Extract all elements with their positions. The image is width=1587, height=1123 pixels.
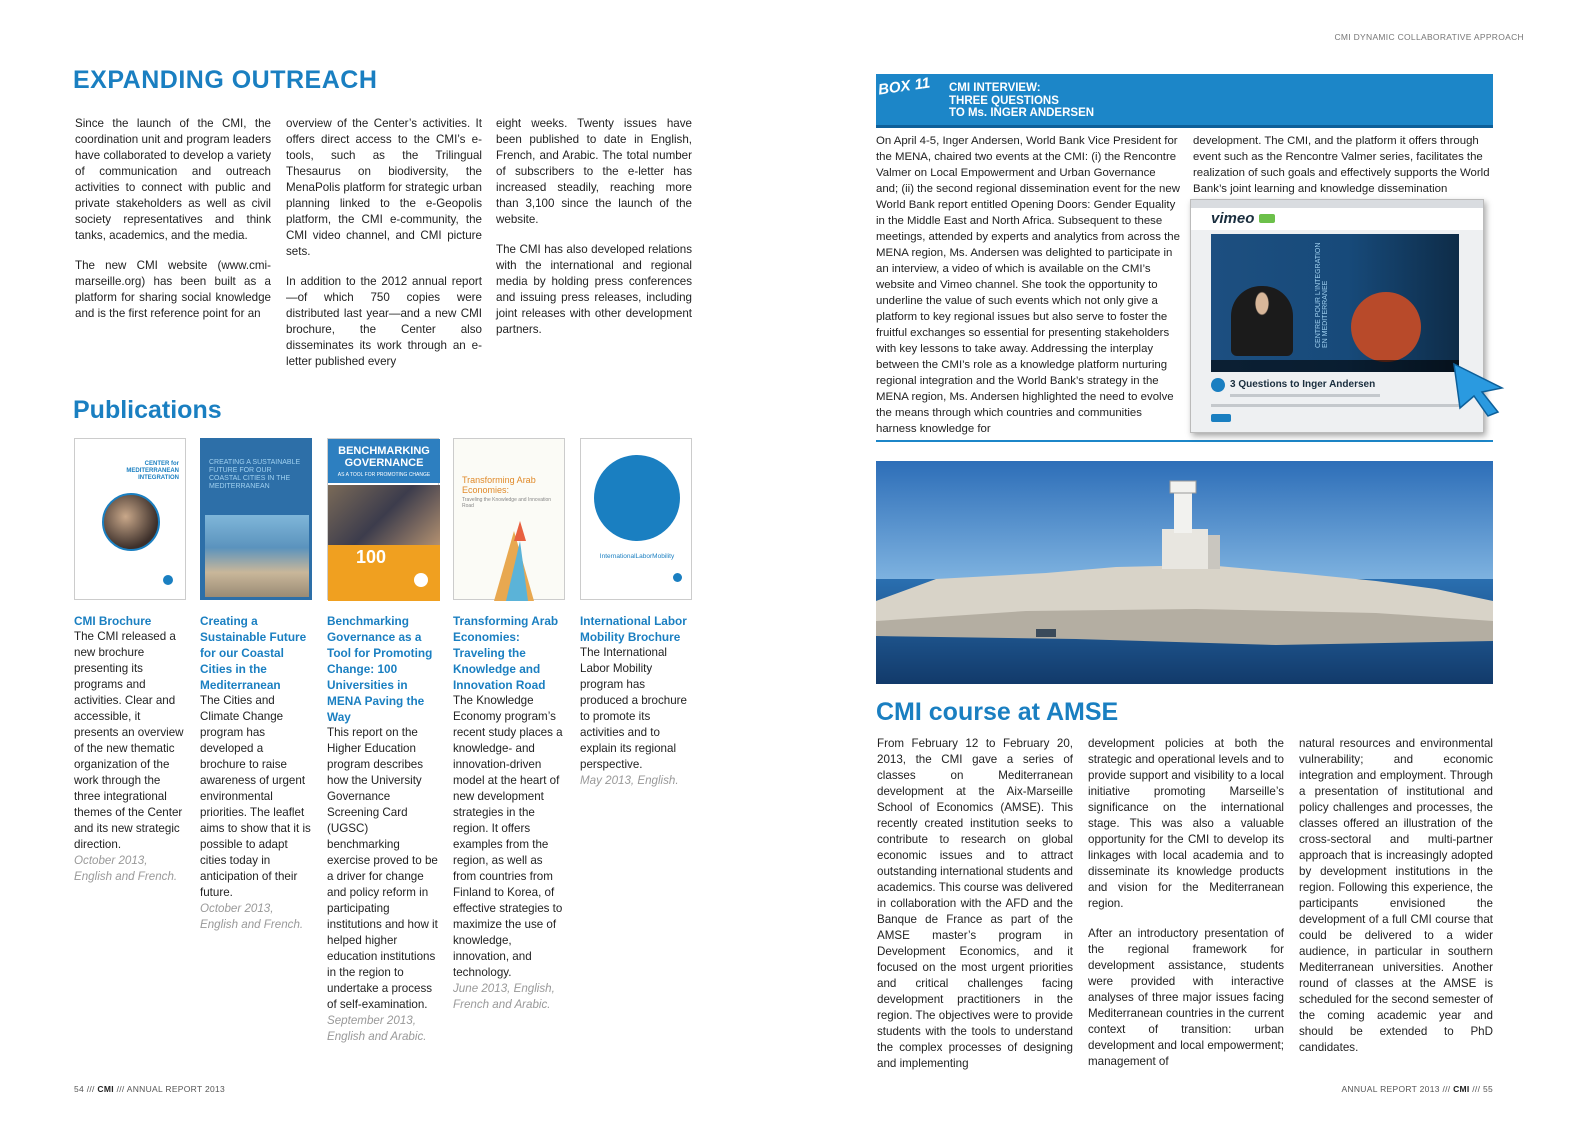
speaker-figure <box>1231 286 1293 356</box>
footer-label: ANNUAL REPORT 2013 <box>1341 1084 1440 1094</box>
cover-photo <box>205 515 309 597</box>
running-head: CMI DYNAMIC COLLABORATIVE APPROACH <box>1334 32 1524 42</box>
lighthouse-photo <box>876 461 1493 684</box>
publication-date: June 2013, English, French and Arabic. <box>453 982 555 1011</box>
cover-number: 100 <box>356 547 387 567</box>
outreach-paragraph: The CMI has also developed relations with the international and regional media by holding press conferences and issuing press releases, including joint releases with other development partners. <box>496 243 692 336</box>
publication-cover <box>74 438 186 600</box>
publication-cover <box>327 438 439 600</box>
cover-label: Transforming Arab Economies: <box>462 475 536 495</box>
footer-separator: /// <box>1442 1084 1451 1094</box>
publication-date: October 2013, English and French. <box>200 902 304 931</box>
video-title[interactable]: 3 Questions to Inger Andersen <box>1230 379 1376 390</box>
video-meta-line <box>1230 394 1380 397</box>
publication-description: The CMI released a new brochure presenting its programs and activities. Clear and accessible, it presents an overview of the new thematic organization of the work through the three integrational themes of the Center and its new strategic direction. <box>74 630 184 851</box>
outreach-paragraph: The new CMI website (www.cmi-marseille.org) has been built as a platform for sharing social knowledge and is the first reference point for an <box>75 259 271 320</box>
cover-label: CREATING A SUSTAINABLE FUTURE FOR OUR COASTAL CITIES IN THE MEDITERRANEAN <box>209 459 301 490</box>
outreach-paragraph: eight weeks. Twenty issues have been published to date in English, French, and Arabic. The total number of subscribers to the e-letter has increased steadily, reaching more than 3,100 since the launch of the website. <box>496 117 692 226</box>
amse-paragraph: After an introductory presentation of the regional framework for development assistance, students were provided with interactive analyses of three major issues facing Mediterranean countries in the current context of transition: urban development and local empowerment; management of <box>1088 927 1284 1068</box>
publication-description: The Cities and Climate Change program has developed a brochure to raise awareness of urgent environmental priorities. The leaflet aims to show that it is possible to adapt cities today in anticipation of their future. <box>200 694 311 899</box>
footer-left <box>74 1084 225 1094</box>
publication-description: This report on the Higher Education program describes how the University Governance Screening Card (UGSC) benchmarking exercise proved to be a driver for change and policy reform in participating institutions and how it helped higher education institutions in the region to undertake a process of self-examination. <box>327 726 438 1011</box>
publication-item <box>200 438 312 933</box>
cover-arrow-graphic <box>454 511 566 601</box>
cover-label: CENTER for MEDITERRANEAN INTEGRATION <box>126 461 179 481</box>
chair <box>1351 292 1421 362</box>
video-player[interactable] <box>1211 234 1459 372</box>
outreach-col-3 <box>496 116 692 352</box>
box-title-line: CMI INTERVIEW: <box>949 82 1041 94</box>
box-divider <box>942 82 946 118</box>
page-number: 55 <box>1482 1084 1493 1094</box>
outreach-paragraph: overview of the Center’s activities. It offers direct access to the CMI’s e-tools, such as the Trilingual Thesaurus on biodiversity, the MenaPolis platform for strategic urban planning linked to the e-Geopolis platform, the CMI e-community, the CMI video channel, and CMI picture sets. <box>286 117 482 258</box>
amse-paragraph: natural resources and environmental vulnerability; and economic integration and employment. Through a presentation of institutional and policy challenges and processes, the classes offered an illustration of the cross-sectoral and multi-partner approach that is increasingly adopted by development institutions in the region. Following this experience, the participants envisioned the development of a full CMI course that could be delivered to a wider audience, in particular in southern Mediterranean universities. Another round of classes at the AMSE is scheduled for the second semester of the coming academic year and should be extended to PhD candidates. <box>1299 737 1493 1054</box>
publication-description: The International Labor Mobility program has produced a brochure to promote its activities and to explain its regional perspective. <box>580 646 687 771</box>
publication-title: International Labor Mobility Brochure <box>580 614 687 644</box>
cover-globe <box>594 455 680 541</box>
outreach-heading: EXPANDING OUTREACH <box>73 66 378 94</box>
amse-col-2 <box>1088 736 1284 1084</box>
outreach-paragraph: In addition to the 2012 annual report—of which 750 copies were distributed last year—and a new CMI brochure, the Center also disseminates its work through an e-letter published every <box>286 275 482 368</box>
outreach-col-2 <box>286 116 482 384</box>
amse-heading: CMI course at AMSE <box>876 698 1119 726</box>
publications-heading: Publications <box>73 396 222 424</box>
cover-label: InternationalLaborMobility <box>599 553 675 560</box>
vimeo-join-button[interactable] <box>1259 214 1275 223</box>
publication-item <box>327 438 439 1045</box>
box-title <box>949 82 1094 120</box>
outreach-col-1 <box>75 116 271 336</box>
video-description-line <box>1211 404 1461 407</box>
footer-brand: CMI <box>97 1084 114 1094</box>
vimeo-avatar <box>1211 378 1225 392</box>
publication-description: The Knowledge Economy program’s recent study places a knowledge- and innovation-driven model at the heart of new development strategies in the region. It offers examples from the region, as well as from countries from Finland to Korea, of effective strategies to maximize the use of knowledge, innovation, and technology. <box>453 694 563 979</box>
outreach-paragraph: Since the launch of the CMI, the coordination unit and program leaders have collaborated to develop a variety of communication and outreach activities to connect with public and private stakeholders as well as civil society representatives and think tanks, academics, and the media. <box>75 117 271 242</box>
footer-right <box>1336 1084 1493 1094</box>
publication-title: Creating a Sustainable Future for our Coastal Cities in the Mediterranean <box>200 614 307 692</box>
amse-col-1 <box>877 736 1073 1086</box>
vimeo-nav <box>1191 208 1483 230</box>
footer-separator: /// <box>86 1084 95 1094</box>
browser-bar <box>1191 200 1483 208</box>
page-number: 54 <box>74 1084 85 1094</box>
box-col-1: On April 4-5, Inger Andersen, World Bank Vice President for the MENA, chaired two events at the CMI: (i) the Rencontre Valmer on Local Empowerment and Urban Governance and; (ii) the second regional dissemination event for the new World Bank report entitled Opening Doors: Gender Equality in the Middle East and North Africa. Subsequent to these meetings, attended by experts and analytics from across the MENA region, Ms. Andersen was delighted to participate in an interview, a video of which is available on the CMI’s website and Vimeo channel. She took the opportunity to underline the value of such events which not only give a platform to key regional issues but also serve to foster the fruitful exchanges so essential for presenting stakeholders with key lessons to take away. Addressing the interplay between the CMI’s role as a knowledge platform nurturing regional integration and the World Bank’s strategy in the MENA region, Ms. Andersen highlighted the need to evolve the means through which countries and communities harness knowledge for <box>876 135 1180 435</box>
publication-item <box>74 438 186 885</box>
cover-photo <box>102 493 160 551</box>
cover-sublabel: Traveling the Knowledge and Innovation Road <box>462 497 552 509</box>
publication-title: Transforming Arab Economies: Traveling the Knowledge and Innovation Road <box>453 614 559 692</box>
footer-separator: /// <box>116 1084 125 1094</box>
cover-dot <box>414 573 428 587</box>
publication-date: September 2013, English and Arabic. <box>327 1014 427 1043</box>
video-controls[interactable] <box>1211 360 1459 372</box>
follow-button[interactable] <box>1211 414 1231 422</box>
box-header <box>876 74 1493 128</box>
cover-dot <box>163 575 173 585</box>
box-title-line: THREE QUESTIONS <box>949 94 1059 107</box>
amse-paragraph: From February 12 to February 20, 2013, the CMI gave a series of classes on Mediterranean development at the Aix-Marseille School of Economics (AMSE). This recently created institution seeks to contribute to research on global economic issues and to attract outstanding international students and academics. This course was delivered in collaboration with the AFD and the Banque de France as part of the AMSE master’s program in Development Economics, and it focused on the most urgent priorities and critical challenges facing development practitioners in the region. The objectives were to provide students with the tools to understand the complex processes of designing and implementing <box>877 737 1073 1070</box>
publication-title: Benchmarking Governance as a Tool for Promoting Change: 100 Universities in MENA Paving the Way <box>327 614 433 724</box>
publication-title: CMI Brochure <box>74 614 152 628</box>
vimeo-logo: vimeo <box>1211 210 1255 227</box>
vimeo-screenshot <box>1190 199 1484 433</box>
amse-col-3 <box>1299 736 1493 1070</box>
publication-cover <box>200 438 312 600</box>
box-title-line: TO Ms. INGER ANDERSEN <box>949 107 1095 119</box>
publication-date: October 2013, English and French. <box>74 854 178 883</box>
footer-label: ANNUAL REPORT 2013 <box>126 1084 226 1094</box>
cover-photo <box>328 485 440 545</box>
footer-separator: /// <box>1472 1084 1481 1094</box>
box-col-2: development. The CMI, and the platform it offers through event such as the Rencontre Valmer series, facilitates the realization of such goals and effectively supports the World Bank’s joint learning and knowledge dissemination <box>1193 135 1490 195</box>
cursor-arrow-icon <box>1448 358 1510 420</box>
cover-dot <box>673 573 682 582</box>
publication-item <box>453 438 565 1013</box>
publication-item <box>580 438 692 789</box>
footer-brand: CMI <box>1453 1084 1470 1094</box>
publication-cover <box>453 438 565 600</box>
publication-date: May 2013, English. <box>580 774 679 787</box>
amse-paragraph: development policies at both the strategic and operational levels and to provide support and visibility to a local initiative promoting Marseille’s significance on the international stage. This was also a valuable opportunity for the CMI to develop its linkages with local academia and to disseminate its knowledge products and vision for the Mediterranean region. <box>1088 737 1284 910</box>
box-tag: BOX 11 <box>877 74 932 99</box>
cover-label: BENCHMARKING GOVERNANCE <box>338 445 430 469</box>
publication-cover <box>580 438 692 600</box>
video-overlay-text: CENTRE POUR L'INTEGRATION EN MEDITERRANEE <box>1315 242 1329 348</box>
cover-sublabel: AS A TOOL FOR PROMOTING CHANGE <box>337 472 431 478</box>
